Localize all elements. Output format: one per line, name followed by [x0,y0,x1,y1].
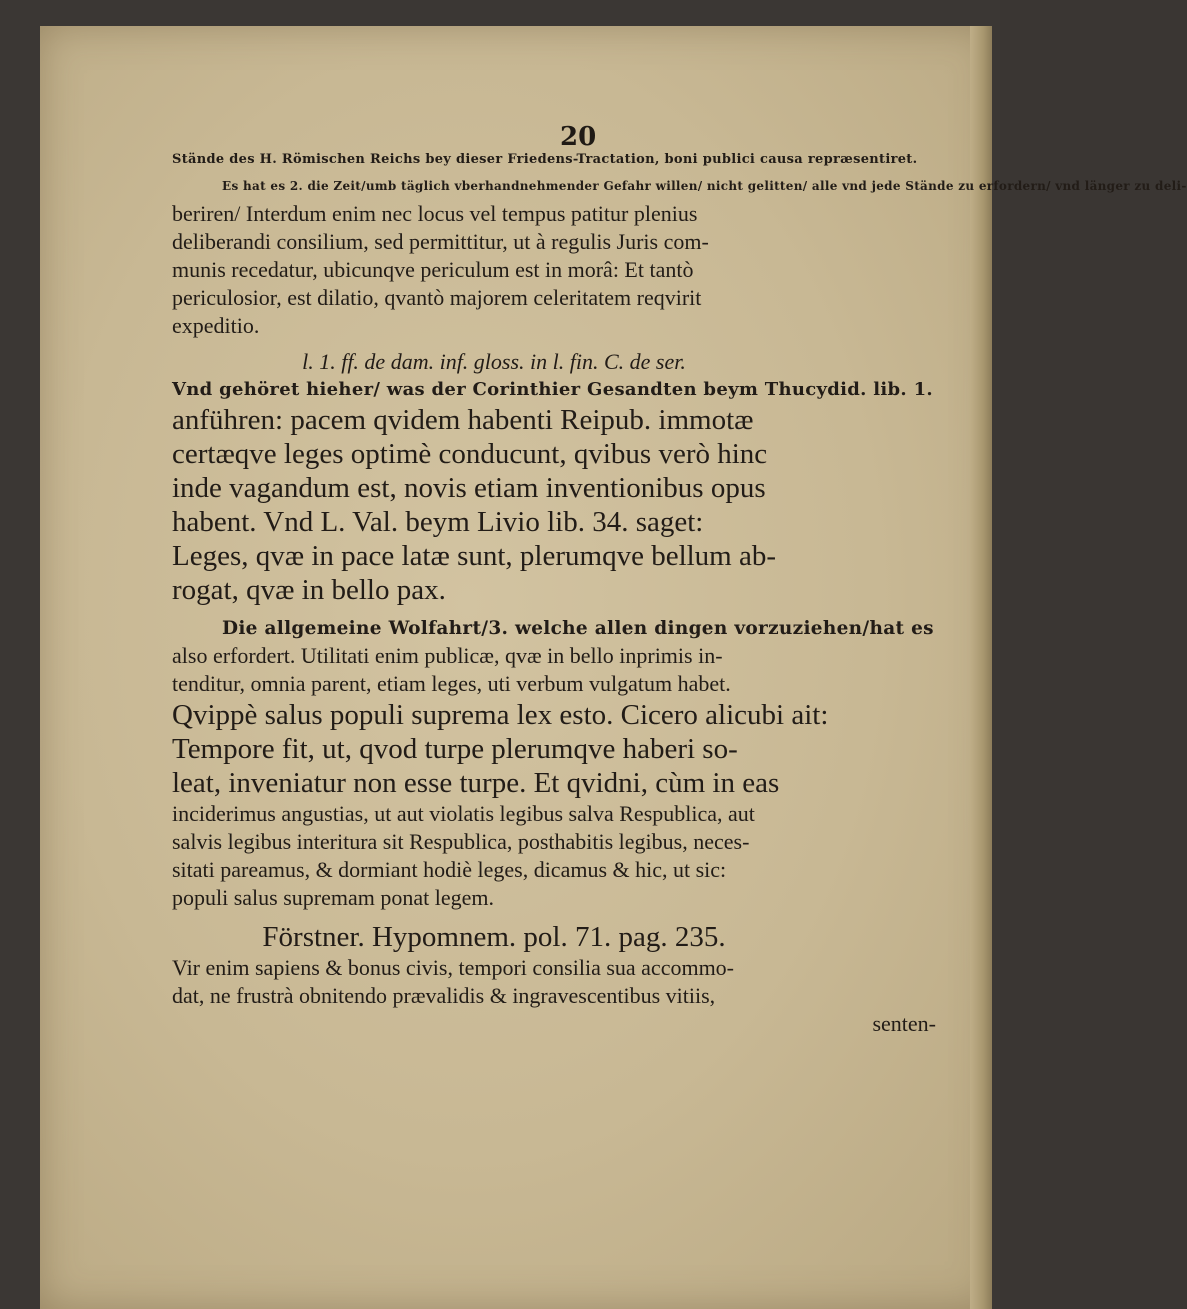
text-line: Qvippè salus populi suprema lex esto. Cicero alicubi ait: [172,699,829,731]
text-line: periculosior, est dilatio, qvantò majorem celeritatem reqvirit [172,285,702,310]
text-line: l. 1. ff. de dam. inf. gloss. in l. fin. C. de ser. [302,349,686,374]
text-line: leat, inveniatur non esse turpe. Et qvidni, cùm in eas [172,767,780,799]
text-line: tenditur, omnia parent, etiam leges, uti verbum vulgatum habet. [172,671,731,696]
paragraph-gap [172,607,936,615]
paragraph-gap [172,912,936,920]
text-line: inde vagandum est, novis etiam inventionibus opus [172,472,766,504]
text-line: habent. Vnd L. Val. beym Livio lib. 34. saget: [172,506,704,538]
text-line: beriren/ Interdum enim nec locus vel tempus patitur plenius [172,201,698,226]
text-line: Vir enim sapiens & bonus civis, tempori consilia sua accommo- [172,955,735,980]
page-edge-shadow [970,26,992,1309]
text-line: salvis legibus interitura sit Respublica, posthabitis legibus, neces- [172,829,750,854]
text-line: anführen: pacem qvidem habenti Reipub. immotæ [172,404,754,436]
text-line: expeditio. [172,313,260,338]
text-line: also erfordert. Utilitati enim publicæ, qvæ in bello inprimis in- [172,643,723,668]
text-line: populi salus supremam ponat legem. [172,885,494,910]
text-line: Leges, qvæ in pace latæ sunt, plerumqve bellum ab- [172,540,777,572]
text-line: Tempore fit, ut, qvod turpe plerumqve haberi so- [172,733,738,765]
paragraph-gap [172,340,936,348]
body-text [172,146,1187,1038]
text-line: deliberandi consilium, sed permittitur, ut à regulis Juris com- [172,229,709,254]
text-line: munis recedatur, ubicunqve periculum est in morâ: Et tantò [172,257,694,282]
text-line: certæqve leges optimè conducunt, qvibus verò hinc [172,438,768,470]
text-line: Stände des H. Römischen Reichs bey dieser Friedens-Tractation, boni publici causa repræsentiret. [172,152,918,167]
text-line: senten- [872,1011,936,1036]
text-line: dat, ne frustrà obnitendo prævalidis & ingravescentibus vitiis, [172,983,716,1008]
text-line: inciderimus angustias, ut aut violatis legibus salva Respublica, aut [172,801,755,826]
text-line: Es hat es 2. die Zeit/umb täglich vberhandnehmender Gefahr willen/ nicht gelitten/ alle vnd jede Stände zu erfordern/ vnd länger zu deli- [222,179,1187,193]
page-number: 20 [560,122,597,152]
text-line: Förstner. Hypomnem. pol. 71. pag. 235. [262,921,726,953]
text-line: Vnd gehöret hieher/ was der Corinthier Gesandten beym Thucydid. lib. 1. [172,379,933,400]
text-line: rogat, qvæ in bello pax. [172,574,446,606]
text-line: Die allgemeine Wolfahrt/3. welche allen dingen vorzuziehen/hat es [222,618,934,639]
text-line: sitati pareamus, & dormiant hodiè leges, dicamus & hic, ut sic: [172,857,727,882]
